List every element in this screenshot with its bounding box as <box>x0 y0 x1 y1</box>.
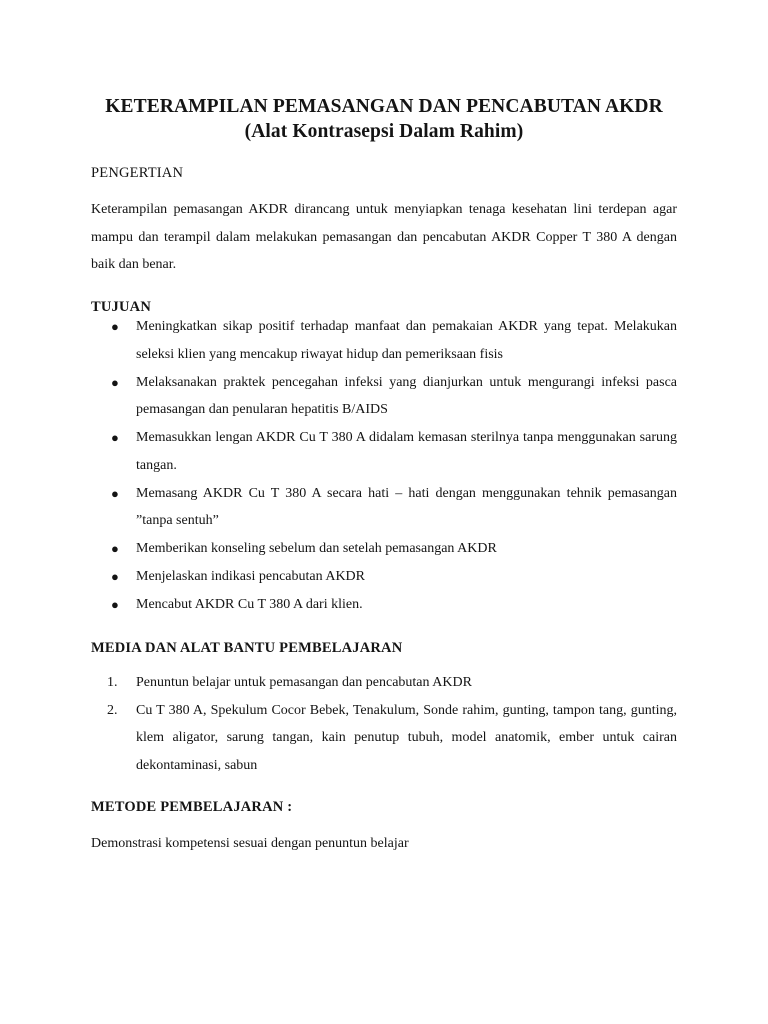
list-item-text: Menjelaskan indikasi pencabutan AKDR <box>136 569 366 584</box>
list-item-text: Memasukkan lengan AKDR Cu T 380 A didalam kemasan sterilnya tanpa menggunakan sarung tangan. <box>136 430 677 473</box>
list-number: 1. <box>107 675 118 690</box>
document-subtitle: (Alat Kontrasepsi Dalam Rahim) <box>244 121 524 142</box>
list-item-text: Cu T 380 A, Spekulum Cocor Bebek, Tenakulum, Sonde rahim, gunting, tampon tang, gunting, klem aligator, sarung tangan, kain penutup tubuh, model anatomik, ember untuk cairan dekontaminasi, sabun <box>136 702 677 773</box>
list-item <box>91 424 677 479</box>
list-item-text: Mencabut AKDR Cu T 380 A dari klien. <box>136 597 363 612</box>
list-item-text: Penuntun belajar untuk pemasangan dan pencabutan AKDR <box>136 675 472 690</box>
section-heading-metode: METODE PEMBELAJARAN : <box>91 799 293 815</box>
tujuan-bullet-list <box>91 313 677 619</box>
list-item-text: Memberikan konseling sebelum dan setelah pemasangan AKDR <box>136 541 497 556</box>
section-text-metode: Demonstrasi kompetensi sesuai dengan penuntun belajar <box>91 836 409 851</box>
bullet-icon: ● <box>111 541 119 556</box>
list-item <box>91 669 677 697</box>
list-item-text: Meningkatkan sikap positif terhadap manfaat dan pemakaian AKDR yang tepat. Melakukan seleksi klien yang mencakup riwayat hidup dan pemeriksaan fisis <box>136 319 677 362</box>
media-numbered-list <box>91 669 677 779</box>
document-title: KETERAMPILAN PEMASANGAN DAN PENCABUTAN AKDR <box>105 96 663 117</box>
section-heading-media: MEDIA DAN ALAT BANTU PEMBELAJARAN <box>91 640 403 656</box>
list-item <box>91 697 677 780</box>
list-item <box>91 535 677 563</box>
list-item <box>91 313 677 368</box>
bullet-icon: ● <box>111 430 119 445</box>
section-heading-tujuan: TUJUAN <box>91 299 152 315</box>
list-item <box>91 591 677 619</box>
list-item <box>91 369 677 424</box>
list-item-text: Melaksanakan praktek pencegahan infeksi yang dianjurkan untuk mengurangi infeksi pasca pemasangan dan penularan hepatitis B/AIDS <box>136 374 677 417</box>
list-number: 2. <box>107 702 118 718</box>
bullet-icon: ● <box>111 597 119 612</box>
bullet-icon: ● <box>111 485 119 501</box>
list-item-text: Memasang AKDR Cu T 380 A secara hati – hati dengan menggunakan tehnik pemasangan ”tanpa sentuh” <box>136 485 677 528</box>
list-item <box>91 563 677 591</box>
list-item <box>91 480 677 535</box>
bullet-icon: ● <box>111 319 119 334</box>
bullet-icon: ● <box>111 374 119 390</box>
section-heading-pengertian: PENGERTIAN <box>91 165 184 181</box>
section-text-pengertian: Keterampilan pemasangan AKDR dirancang untuk menyiapkan tenaga kesehatan lini terdepan agar mampu dan terampil dalam melakukan pemasangan dan pencabutan AKDR Copper T 380 A dengan baik dan benar. <box>91 202 677 272</box>
bullet-icon: ● <box>111 569 119 584</box>
